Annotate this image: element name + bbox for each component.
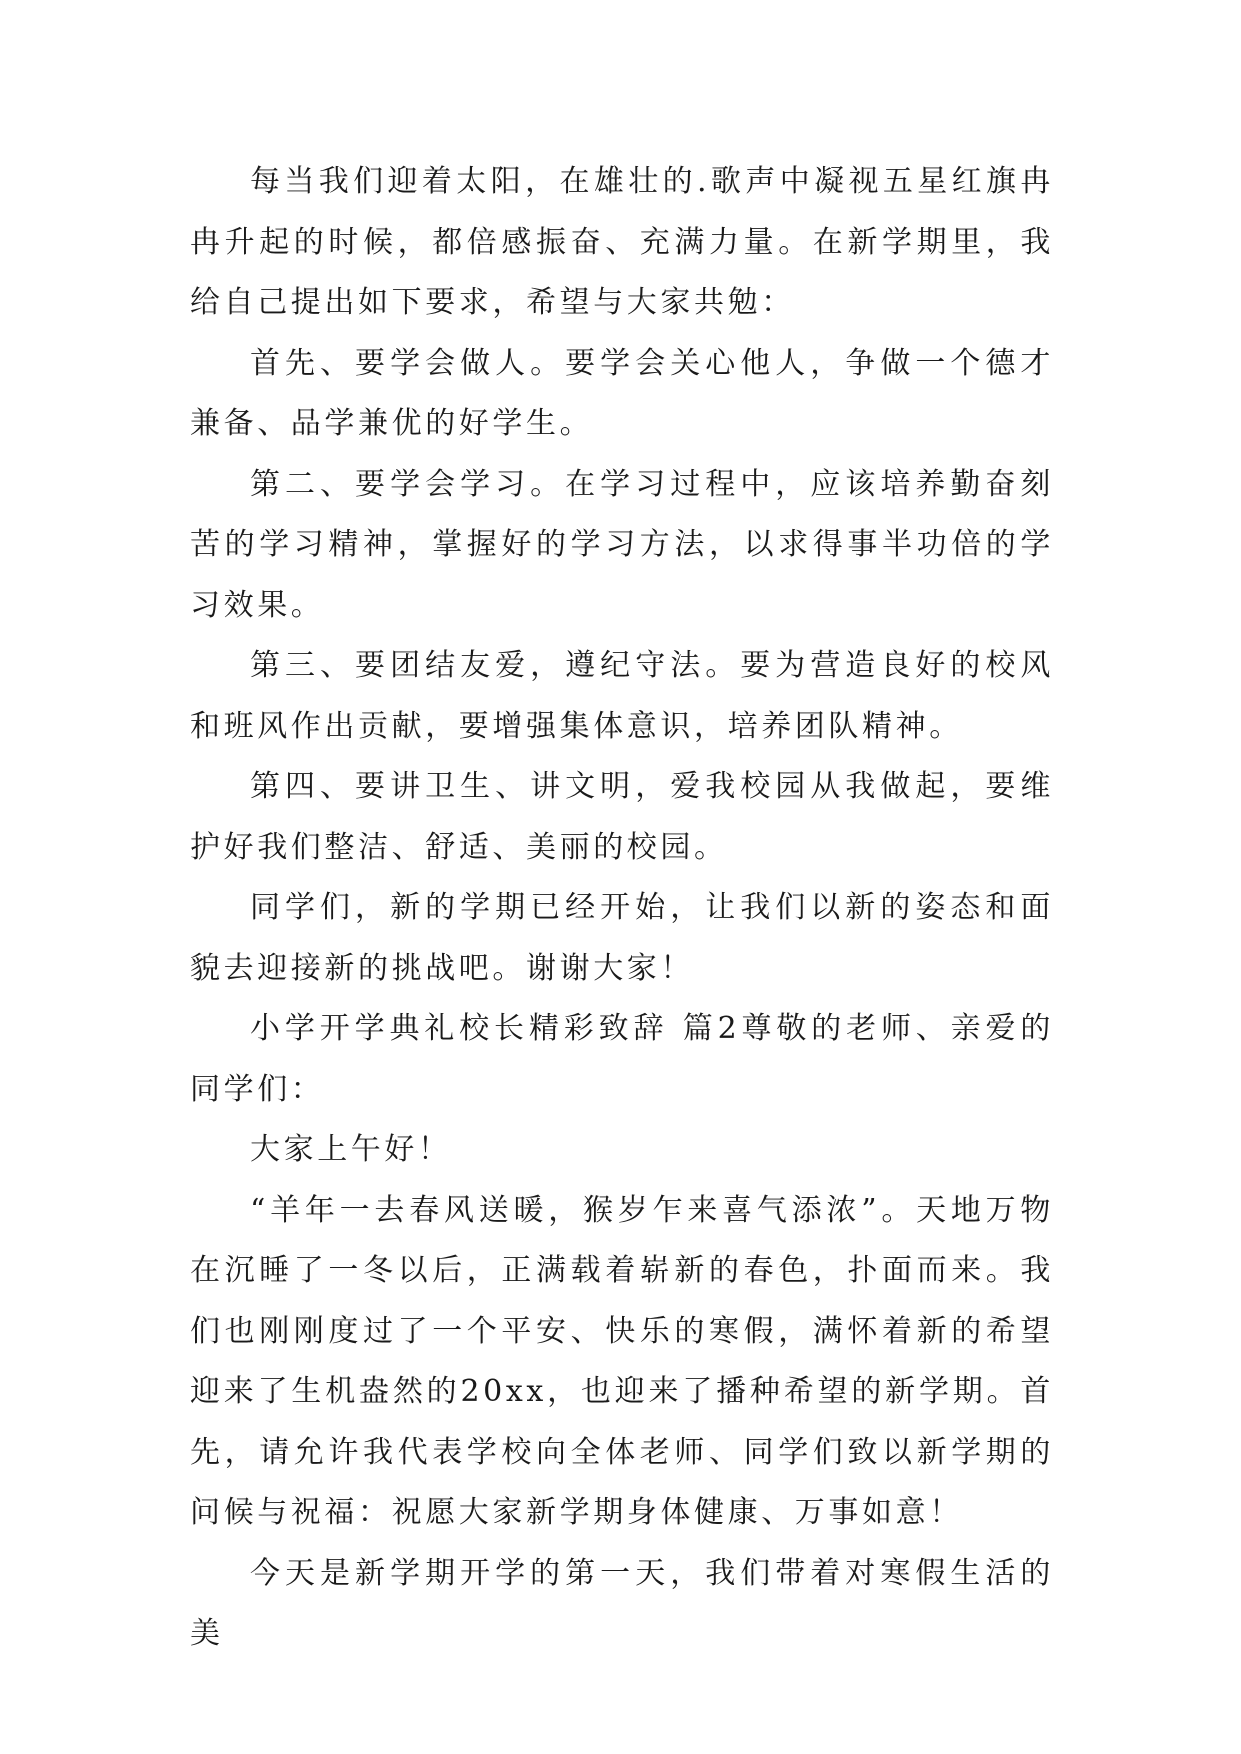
paragraph-4: 第三、要团结友爱，遵纪守法。要为营造良好的校风和班风作出贡献，要增强集体意识，培养团队精神。 [190,648,1054,744]
paragraph-2: 首先、要学会做人。要学会关心他人，争做一个德才兼备、品学兼优的好学生。 [190,345,1054,441]
paragraph-3: 第二、要学会学习。在学习过程中，应该培养勤奋刻苦的学习精神，掌握好的学习方法，以求得事半功倍的学习效果。 [190,466,1054,623]
paragraph-1: 每当我们迎着太阳，在雄壮的.歌声中凝视五星红旗冉冉升起的时候，都倍感振奋、充满力量。在新学期里，我给自己提出如下要求，希望与大家共勉： [190,164,1054,320]
paragraph-9: “羊年一去春风送暖，猴岁乍来喜气添浓”。天地万物在沉睡了一冬以后，正满载着崭新的春色，扑面而来。我们也刚刚度过了一个平安、快乐的寒假，满怀着新的希望迎来了生机盎然的20xx，也迎来了播种希望的新学期。首先，请允许我代表学校向全体老师、同学们致以新学期的问候与祝福：祝愿大家新学期身体健康、万事如意！ [190,1192,1054,1530]
document-page [190,152,1054,1665]
paragraph-7: 小学开学典礼校长精彩致辞 篇2尊敬的老师、亲爱的同学们： [190,1011,1054,1107]
paragraph-5: 第四、要讲卫生、讲文明，爱我校园从我做起，要维护好我们整洁、舒适、美丽的校园。 [190,769,1054,865]
paragraph-8: 大家上午好！ [250,1132,452,1167]
paragraph-6: 同学们，新的学期已经开始，让我们以新的姿态和面貌去迎接新的挑战吧。谢谢大家！ [190,890,1054,986]
paragraph-10: 今天是新学期开学的第一天，我们带着对寒假生活的美 [190,1555,1054,1651]
